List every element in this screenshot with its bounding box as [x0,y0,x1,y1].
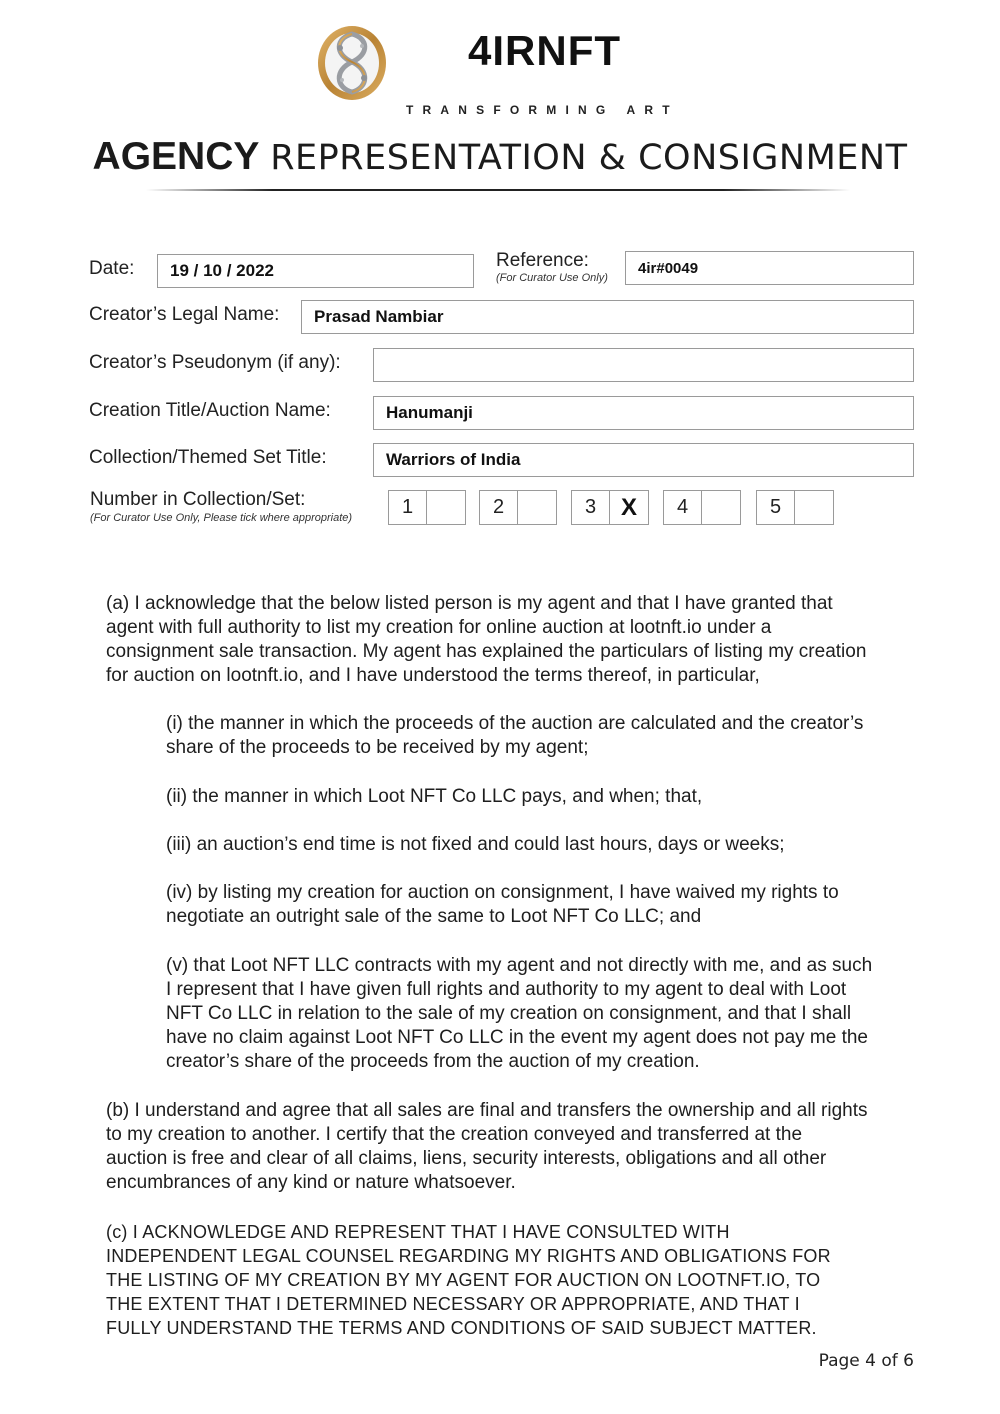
reference-note: (For Curator Use Only) [496,272,608,284]
title-rest: REPRESENTATION & CONSIGNMENT [270,138,908,178]
date-field[interactable]: 19 / 10 / 2022 [157,254,474,288]
clause-a [106,592,866,688]
clause-line: negotiate an outright sale of the same to Loot NFT Co LLC; and [166,906,702,927]
number-tick[interactable] [795,491,833,524]
date-label: Date: [89,258,135,279]
clause-line: (c) I ACKNOWLEDGE AND REPRESENT THAT I HAVE CONSULTED WITH [106,1222,730,1242]
clause-line: encumbrances of any kind or nature whatsoever. [106,1172,516,1193]
document-title [0,135,1000,180]
pseudonym-label: Creator’s Pseudonym (if any): [89,352,341,373]
clause-line: have no claim against Loot NFT Co LLC in the event my agent does not pay me the [166,1027,868,1048]
clause-iv [166,881,839,929]
creation-title-label: Creation Title/Auction Name: [89,400,331,421]
number-box-3[interactable] [571,490,649,525]
clause-v [166,954,872,1074]
clause-line: I represent that I have given full rights and authority to my agent to deal with Loot [166,979,847,1000]
number-value: 2 [480,491,518,524]
collection-label: Collection/Themed Set Title: [89,447,327,468]
number-value: 5 [757,491,795,524]
legal-name-label: Creator’s Legal Name: [89,304,280,325]
title-bold: AGENCY [92,135,260,178]
clause-line: to my creation to another. I certify that the creation conveyed and transferred at the [106,1124,803,1145]
clause-line: (i) the manner in which the proceeds of the auction are calculated and the creator’s [166,713,864,734]
clause-line: agent with full authority to list my creation for online auction at lootnft.io under a [106,617,772,638]
number-note: (For Curator Use Only, Please tick where appropriate) [90,512,353,524]
number-box-5[interactable] [756,490,834,525]
brand-name: 4IRNFT [468,27,621,74]
clause-line: for auction on lootnft.io, and I have understood the terms thereof, in particular, [106,665,760,686]
number-value: 4 [664,491,702,524]
pseudonym-field[interactable] [373,348,914,382]
collection-field[interactable]: Warriors of India [373,443,914,477]
clause-line: consignment sale transaction. My agent has explained the particulars of listing my creation [106,641,867,662]
number-tick[interactable] [518,491,556,524]
number-box-1[interactable] [388,490,466,525]
page-number: Page 4 of 6 [818,1351,914,1371]
clause-line: creator’s share of the proceeds from the auction of my creation. [166,1051,700,1072]
clause-line: (v) that Loot NFT LLC contracts with my agent and not directly with me, and as such [166,955,873,976]
title-divider [146,189,850,191]
clause-line: FULLY UNDERSTAND THE TERMS AND CONDITIONS OF SAID SUBJECT MATTER. [106,1318,817,1338]
number-value: 3 [572,491,610,524]
number-tick[interactable]: X [621,493,638,521]
clause-line: NFT Co LLC in relation to the sale of my creation on consignment, and that I shall [166,1003,852,1024]
clause-line: share of the proceeds to be received by my agent; [166,737,589,758]
number-tick[interactable] [702,491,740,524]
clause-ii [166,785,702,809]
number-value: 1 [389,491,427,524]
clause-line: (iii) an auction’s end time is not fixed and could last hours, days or weeks; [166,834,785,855]
clause-c [106,1220,831,1340]
clause-line: (a) I acknowledge that the below listed person is my agent and that I have granted that [106,593,833,614]
clause-b [106,1099,868,1195]
number-tick[interactable] [427,491,465,524]
number-box-4[interactable] [663,490,741,525]
reference-label: Reference: [496,250,589,271]
number-box-2[interactable] [479,490,557,525]
clause-line: (iv) by listing my creation for auction on consignment, I have waived my rights to [166,882,839,903]
clause-iii [166,833,785,857]
logo-emblem-icon [316,24,388,102]
clause-line: THE LISTING OF MY CREATION BY MY AGENT FOR AUCTION ON LOOTNFT.IO, TO [106,1270,821,1290]
reference-field[interactable]: 4ir#0049 [625,251,914,285]
clause-line: (ii) the manner in which Loot NFT Co LLC pays, and when; that, [166,786,703,807]
clause-i [166,712,863,760]
clause-line: (b) I understand and agree that all sales are final and transfers the ownership and all rights [106,1100,868,1121]
number-label: Number in Collection/Set: [90,489,306,510]
brand-tagline: TRANSFORMING ART [406,103,679,117]
clause-line: auction is free and clear of all claims, liens, security interests, obligations and all other [106,1148,827,1169]
clause-line: THE EXTENT THAT I DETERMINED NECESSARY OR APPROPRIATE, AND THAT I [106,1294,800,1314]
logo [316,24,696,117]
legal-name-field[interactable]: Prasad Nambiar [301,300,914,334]
clause-line: INDEPENDENT LEGAL COUNSEL REGARDING MY RIGHTS AND OBLIGATIONS FOR [106,1246,831,1266]
creation-title-field[interactable]: Hanumanji [373,396,914,430]
